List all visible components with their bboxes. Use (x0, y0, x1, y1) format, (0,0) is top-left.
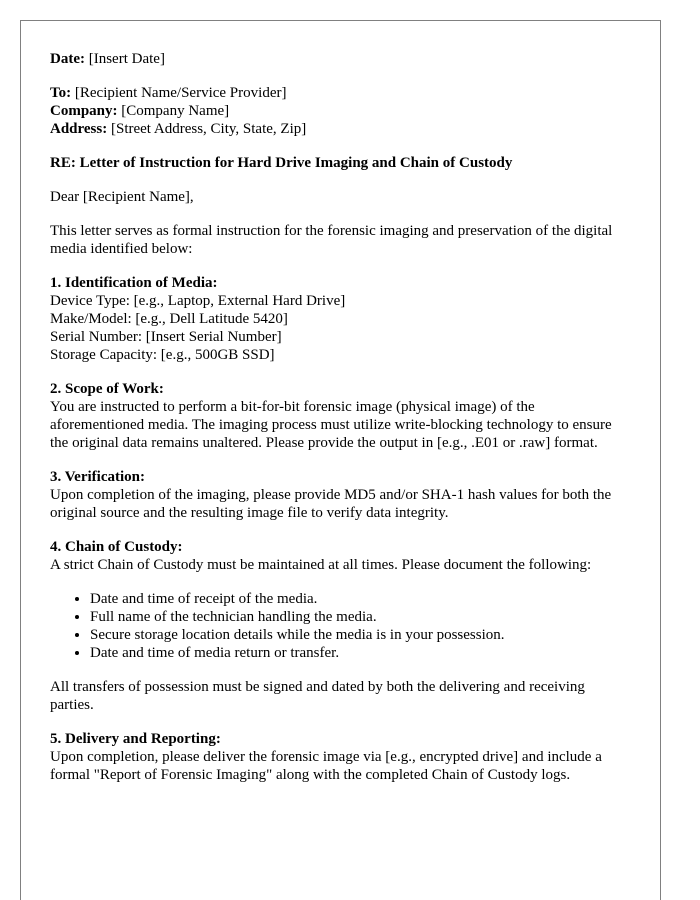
section-body: Upon completion, please deliver the forensic image via [e.g., encrypted drive] and include a formal "Report of Forensic Imaging" along with the completed Chain of Custody logs. (50, 749, 602, 783)
subject-line (50, 154, 631, 172)
company-value: [Company Name] (121, 103, 230, 119)
section-title: 5. Delivery and Reporting: (50, 731, 221, 747)
section-body: A strict Chain of Custody must be maintained at all times. Please document the following: (50, 557, 592, 573)
section-title: 4. Chain of Custody: (50, 539, 183, 555)
letter-page (20, 20, 661, 900)
section-body: You are instructed to perform a bit-for-bit forensic image (physical image) of the aforementioned media. The imaging process must utilize write-blocking technology to ensure the original data remains unaltered. Please provide the output in [e.g., .E01 or .raw] format. (50, 399, 612, 451)
list-item: • Secure storage location details while the media is in your possession. (90, 626, 631, 644)
section-title: 3. Verification: (50, 469, 145, 485)
subject-text: RE: Letter of Instruction for Hard Drive Imaging and Chain of Custody (50, 155, 513, 171)
address-value: [Street Address, City, State, Zip] (110, 121, 307, 137)
section-title: 1. Identification of Media: (50, 275, 218, 291)
company-label: Company: (50, 103, 118, 119)
make-model-line: Make/Model: [e.g., Dell Latitude 5420] (50, 311, 288, 327)
device-type-line: Device Type: [e.g., Laptop, External Hard Drive] (50, 293, 346, 309)
section-delivery (50, 730, 631, 784)
date-label: Date: (50, 51, 85, 67)
custody-closing: All transfers of possession must be signed and dated by both the delivering and receiving parties. (50, 679, 585, 713)
list-item: • Date and time of receipt of the media. (90, 590, 631, 608)
storage-capacity-line: Storage Capacity: [e.g., 500GB SSD] (50, 347, 275, 363)
intro-paragraph: This letter serves as formal instruction for the forensic imaging and preservation of the digital media identified below: (50, 223, 613, 257)
section-identification (50, 274, 631, 364)
custody-list (50, 590, 631, 662)
to-value: [Recipient Name/Service Provider] (74, 85, 287, 101)
company-line (50, 102, 631, 120)
section-verification (50, 468, 631, 522)
recipient-block (50, 84, 631, 138)
section-body: Upon completion of the imaging, please provide MD5 and/or SHA-1 hash values for both the original source and the resulting image file to verify data integrity. (50, 487, 612, 521)
serial-number-line: Serial Number: [Insert Serial Number] (50, 329, 282, 345)
date-line (50, 50, 631, 68)
date-value: [Insert Date] (88, 51, 165, 67)
address-label: Address: (50, 121, 108, 137)
to-label: To: (50, 85, 72, 101)
to-line (50, 84, 631, 102)
section-custody (50, 538, 631, 714)
section-title: 2. Scope of Work: (50, 381, 164, 397)
section-scope (50, 380, 631, 452)
salutation: Dear [Recipient Name], (50, 189, 194, 205)
address-line (50, 120, 631, 138)
list-item: • Date and time of media return or transfer. (90, 644, 631, 662)
list-item: • Full name of the technician handling the media. (90, 608, 631, 626)
